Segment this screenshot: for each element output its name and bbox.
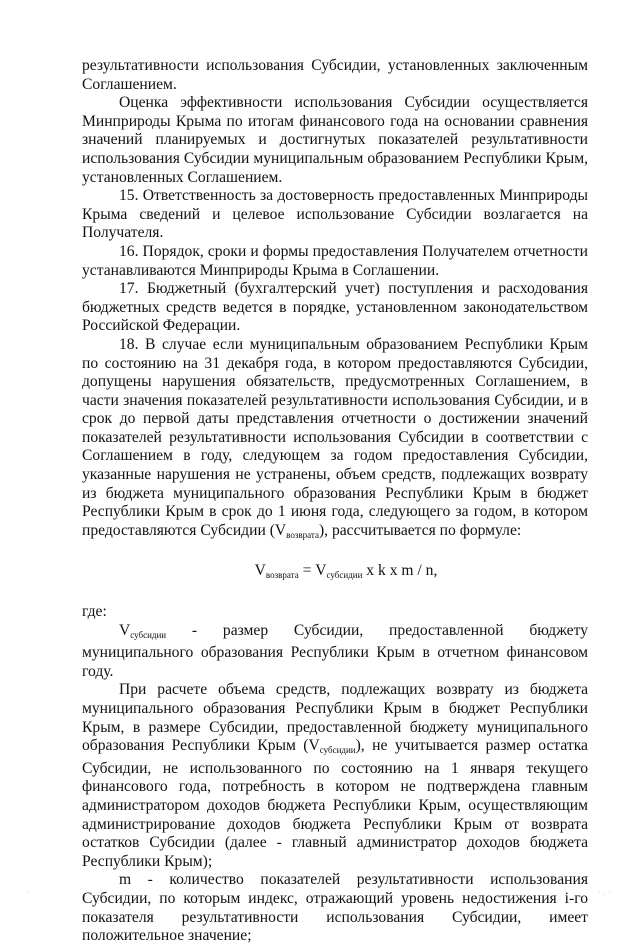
formula-sub-right: субсидии xyxy=(326,570,363,581)
paragraph-16: 16. Порядок, сроки и формы предоставления Получателем отчетности устанавливаются Минприроды Крыма в Соглашении. xyxy=(82,242,588,279)
where-label: где: xyxy=(82,603,107,621)
definition-vsub xyxy=(82,622,588,682)
paragraph-18-tail: ), рассчитывается по формуле: xyxy=(318,521,522,539)
definition-vsub-text: - размер Субсидии, предоставленной бюджету муниципального образования Республики Крым в отчетном финансовом году. xyxy=(82,621,588,680)
paragraph-18 xyxy=(82,336,588,545)
paragraph-calculation xyxy=(82,681,588,871)
paragraph-18-text: 18. В случае если муниципальным образованием Республики Крым по состоянию на 31 декабря года, в котором предоставляются Субсидии, допущены нарушения обязательств, предусмотренных Соглашением, в части значения показателей результативности использования Субсидии, и в срок до первой даты представления отчетности о достижении значений показателей результативности использования Субсидии в соответствии с Соглашением в году, следующем за годом предоставления Субсидии, указанные нарушения не устранены, объем средств, подлежащих возврату из бюджета муниципального образования Республики Крым в бюджет Республики Крым в срок до 1 июня года, следующего за годом, в котором предоставляются Субсидии (V xyxy=(82,335,588,539)
paragraph-calculation-text: При расчете объема средств, подлежащих возврату из бюджета муниципального образования Республики Крым в бюджет Республики Крым, в размере Субсидии, предоставленной бюджету муниципального образования Республики Крым (V xyxy=(82,681,588,755)
scan-artifact-bottom-left: · xyxy=(26,888,32,897)
definition-m: m - количество показателей результативности использования Субсидии, по которым индекс, отражающий уровень недостижения i-го показателя результативности использования Субсидии, имеет положительное значение; xyxy=(82,871,588,945)
paragraph-17: 17. Бюджетный (бухгалтерский учет) поступления и расходования бюджетных средств ведется в порядке, установленном законодательством Российской Федерации. xyxy=(82,280,588,335)
formula-rest: x k x m / n, xyxy=(362,562,438,580)
formula-sub-left: возврата xyxy=(265,570,299,581)
paragraph-calculation-tail: ), не учитывается размер остатка Субсидии, не использованного по состоянию на 1 января текущего финансового года, потребность в котором не подтверждена главным администратором доходов бюджета Республики Крым, осуществляющим администрирование доходов бюджета Республики Крым от возврата остатков Субсидии (далее - главный администратор доходов бюджета Республики Крым); xyxy=(82,737,588,870)
formula-v: V xyxy=(254,562,266,580)
paragraph-evaluation: Оценка эффективности использования Субсидии осуществляется Минприроды Крыма по итогам финансового года на основании сравнения значений планируемых и достигнутых показателей результативности использования Субсидии муниципальным образованием Республики Крым, установленных Соглашением. xyxy=(82,94,588,186)
definition-vsub-v: V xyxy=(119,621,131,639)
document-page xyxy=(82,57,588,946)
scan-artifact-bottom-right: ·.· xyxy=(598,888,615,897)
paragraph-18-subscript: возврата xyxy=(286,529,319,540)
formula xyxy=(104,562,588,585)
paragraph-continuation: результативности использования Субсидии, установленных заключенным Соглашением. xyxy=(82,57,588,93)
formula-eq: = V xyxy=(298,562,327,580)
definition-vsub-subscript: субсидии xyxy=(130,629,167,640)
paragraph-calculation-subscript: субсидии xyxy=(319,745,356,756)
paragraph-15: 15. Ответственность за достоверность предоставленных Минприроды Крыма сведений и целевое использование Субсидии возлагается на Получателя. xyxy=(82,187,588,242)
